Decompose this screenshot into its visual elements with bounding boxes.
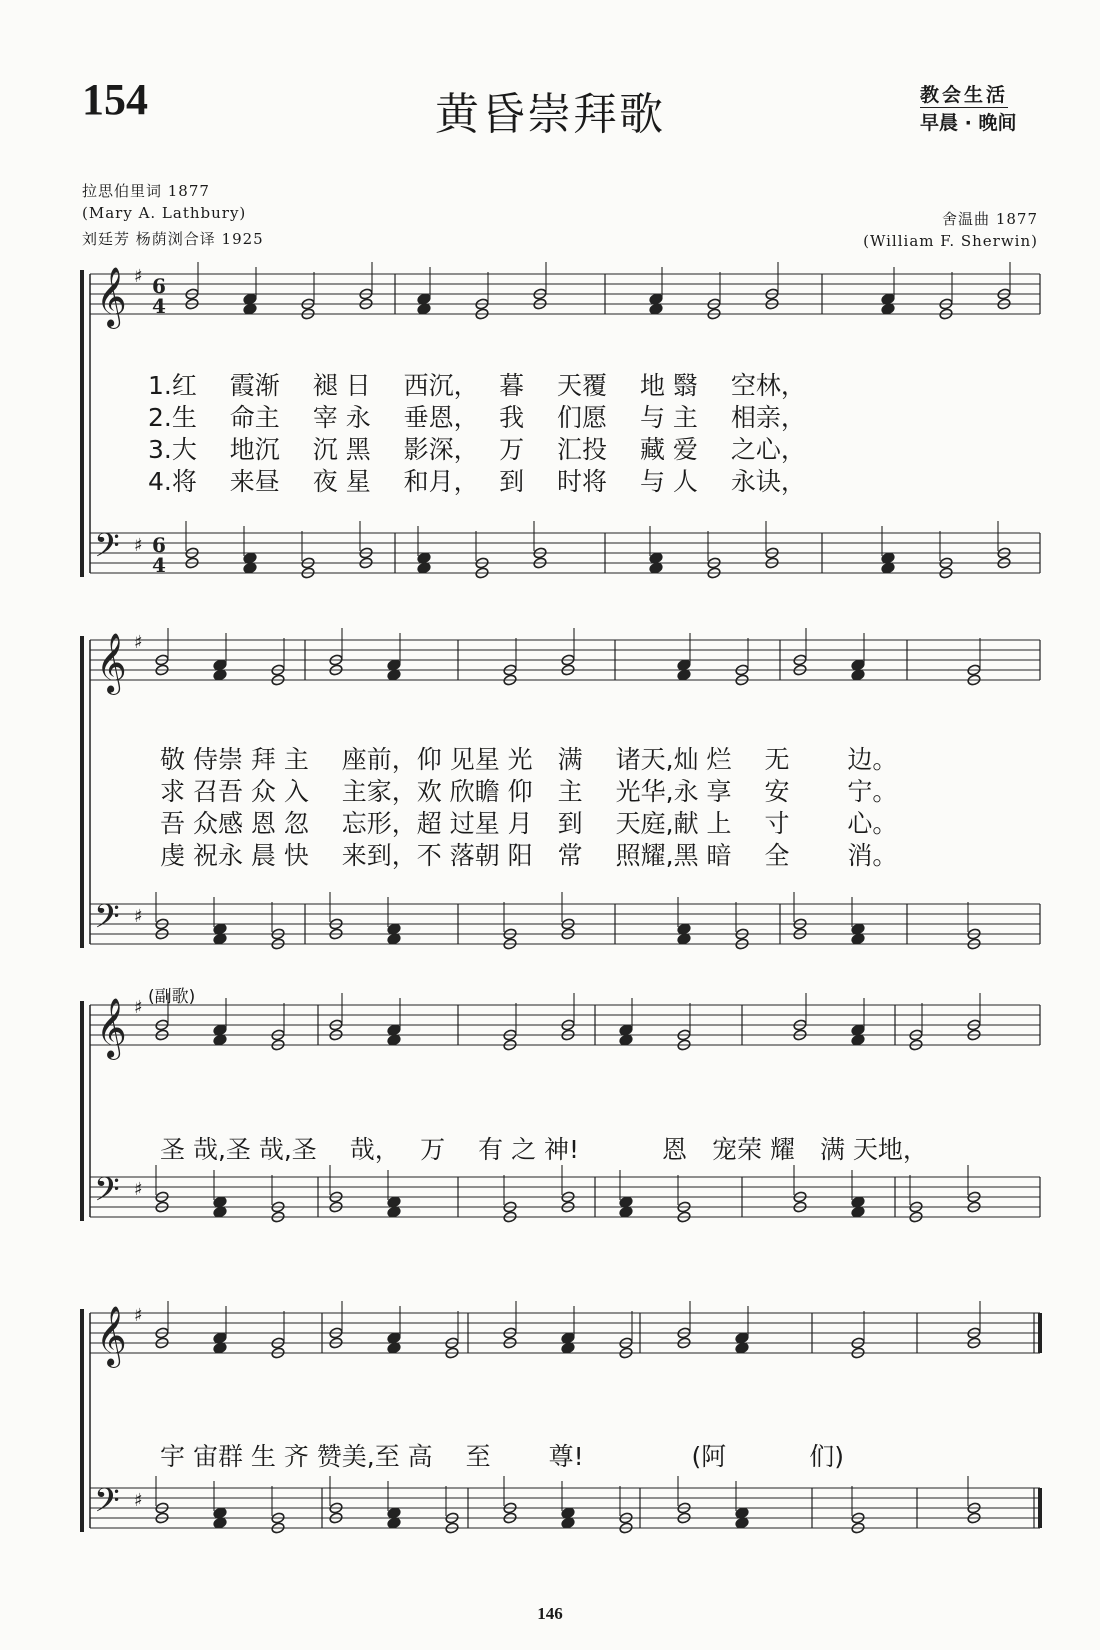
- svg-text:6: 6: [152, 274, 166, 298]
- note-head: [649, 562, 663, 574]
- note-head: [619, 1034, 633, 1046]
- svg-text:♯: ♯: [134, 535, 143, 556]
- note-head: [387, 1342, 401, 1354]
- verse-3-line-2: 吾 众感 恩 忽 忘形，超 过星 月 到 天庭,献 上 寸 心。: [160, 809, 898, 838]
- note-head: [677, 933, 691, 945]
- svg-text:𝄞: 𝄞: [96, 267, 127, 327]
- note-head: [243, 552, 257, 564]
- note-head: [213, 1342, 227, 1354]
- note-head: [677, 659, 691, 671]
- note-head: [619, 1024, 633, 1036]
- note-head: [735, 1342, 749, 1354]
- note-head: [417, 552, 431, 564]
- note-head: [213, 933, 227, 945]
- refrain-line-2: 宇 宙群 生 齐 赞美,至 高 至 尊! (阿 们): [160, 1442, 844, 1471]
- music-credit-en: (William F. Sherwin): [863, 232, 1038, 250]
- page-number: 146: [537, 1604, 563, 1623]
- note-head: [881, 293, 895, 305]
- note-head: [213, 1024, 227, 1036]
- note-head: [213, 1196, 227, 1208]
- verse-4-line-1: 4.将 来昼 夜 星 和月， 到 时将 与 人 永诀，: [148, 467, 806, 496]
- note-head: [213, 669, 227, 681]
- words-credit-cn: 拉思伯里词 1877: [82, 182, 210, 200]
- note-head: [677, 669, 691, 681]
- svg-text:♯: ♯: [134, 997, 143, 1018]
- svg-text:𝄞: 𝄞: [96, 1306, 127, 1366]
- note-head: [649, 293, 663, 305]
- note-head: [387, 1206, 401, 1218]
- note-head: [213, 1206, 227, 1218]
- note-head: [735, 1332, 749, 1344]
- svg-text:♯: ♯: [134, 1305, 143, 1326]
- note-head: [851, 923, 865, 935]
- note-head: [387, 1332, 401, 1344]
- note-head: [387, 669, 401, 681]
- note-head: [851, 669, 865, 681]
- refrain-label: (副歌): [148, 987, 196, 1007]
- hymn-category: 教会生活: [920, 80, 1008, 108]
- refrain-line-1: 圣 哉,圣 哉,圣 哉， 万 有 之 神! 恩 宠荣 耀 满 天地，: [160, 1135, 928, 1164]
- note-head: [387, 1517, 401, 1529]
- svg-text:4: 4: [152, 294, 166, 318]
- note-head: [213, 1034, 227, 1046]
- svg-text:𝄢: 𝄢: [94, 527, 120, 573]
- hymn-number: 154: [82, 75, 148, 124]
- note-head: [213, 923, 227, 935]
- note-head: [851, 1034, 865, 1046]
- note-head: [561, 1342, 575, 1354]
- note-head: [735, 1517, 749, 1529]
- note-head: [619, 1196, 633, 1208]
- note-head: [561, 1507, 575, 1519]
- svg-text:♯: ♯: [134, 632, 143, 653]
- note-head: [243, 303, 257, 315]
- note-head: [243, 562, 257, 574]
- svg-text:♯: ♯: [134, 906, 143, 927]
- note-head: [387, 1024, 401, 1036]
- note-head: [387, 659, 401, 671]
- note-head: [561, 1517, 575, 1529]
- hymn-subcategory: 早晨 · 晚间: [920, 112, 1017, 134]
- note-head: [213, 1332, 227, 1344]
- note-head: [213, 659, 227, 671]
- note-head: [649, 303, 663, 315]
- note-head: [677, 923, 691, 935]
- note-head: [851, 933, 865, 945]
- note-head: [851, 1196, 865, 1208]
- note-head: [213, 1507, 227, 1519]
- svg-text:𝄞: 𝄞: [96, 633, 127, 693]
- note-head: [213, 1517, 227, 1529]
- verse-3-line-1: 3.大 地沉 沉 黑 影深， 万 汇投 藏 爱 之心，: [148, 435, 806, 464]
- words-credit-en: (Mary A. Lathbury): [82, 204, 247, 222]
- note-head: [387, 1034, 401, 1046]
- note-head: [851, 1206, 865, 1218]
- note-head: [387, 1196, 401, 1208]
- music-credit-cn: 舍温曲 1877: [942, 210, 1038, 228]
- note-head: [387, 1507, 401, 1519]
- svg-text:♯: ♯: [134, 1179, 143, 1200]
- verse-4-line-2: 虔 祝永 晨 快 来到，不 落朝 阳 常 照耀,黑 暗 全 消。: [160, 841, 898, 870]
- verse-1-line-2: 敬 侍崇 拜 主 座前，仰 见星 光 满 诸天,灿 烂 无 边。: [160, 745, 898, 774]
- note-head: [417, 562, 431, 574]
- svg-text:4: 4: [152, 553, 166, 577]
- note-head: [735, 1507, 749, 1519]
- note-head: [881, 303, 895, 315]
- note-head: [851, 659, 865, 671]
- hymn-title: 黄昏崇拜歌: [435, 89, 665, 140]
- svg-text:6: 6: [152, 533, 166, 557]
- verse-2-line-1: 2.生 命主 宰 永 垂恩， 我 们愿 与 主 相亲，: [148, 403, 806, 432]
- svg-text:𝄢: 𝄢: [94, 1482, 120, 1528]
- note-head: [417, 303, 431, 315]
- verse-1-line-1: 1.红 霞渐 褪 日 西沉， 暮 天覆 地 翳 空林，: [148, 371, 806, 400]
- translators-credit: 刘廷芳 杨荫浏合译 1925: [82, 230, 264, 248]
- note-head: [881, 562, 895, 574]
- note-head: [649, 552, 663, 564]
- note-head: [881, 552, 895, 564]
- note-head: [851, 1024, 865, 1036]
- note-head: [417, 293, 431, 305]
- note-head: [387, 933, 401, 945]
- note-head: [387, 923, 401, 935]
- svg-text:𝄢: 𝄢: [94, 898, 120, 944]
- svg-text:𝄞: 𝄞: [96, 998, 127, 1058]
- svg-text:𝄢: 𝄢: [94, 1171, 120, 1217]
- note-head: [243, 293, 257, 305]
- note-head: [619, 1206, 633, 1218]
- svg-text:♯: ♯: [134, 266, 143, 287]
- note-head: [561, 1332, 575, 1344]
- verse-2-line-2: 求 召吾 众 入 主家，欢 欣瞻 仰 主 光华,永 享 安 宁。: [160, 777, 898, 806]
- svg-text:♯: ♯: [134, 1490, 143, 1511]
